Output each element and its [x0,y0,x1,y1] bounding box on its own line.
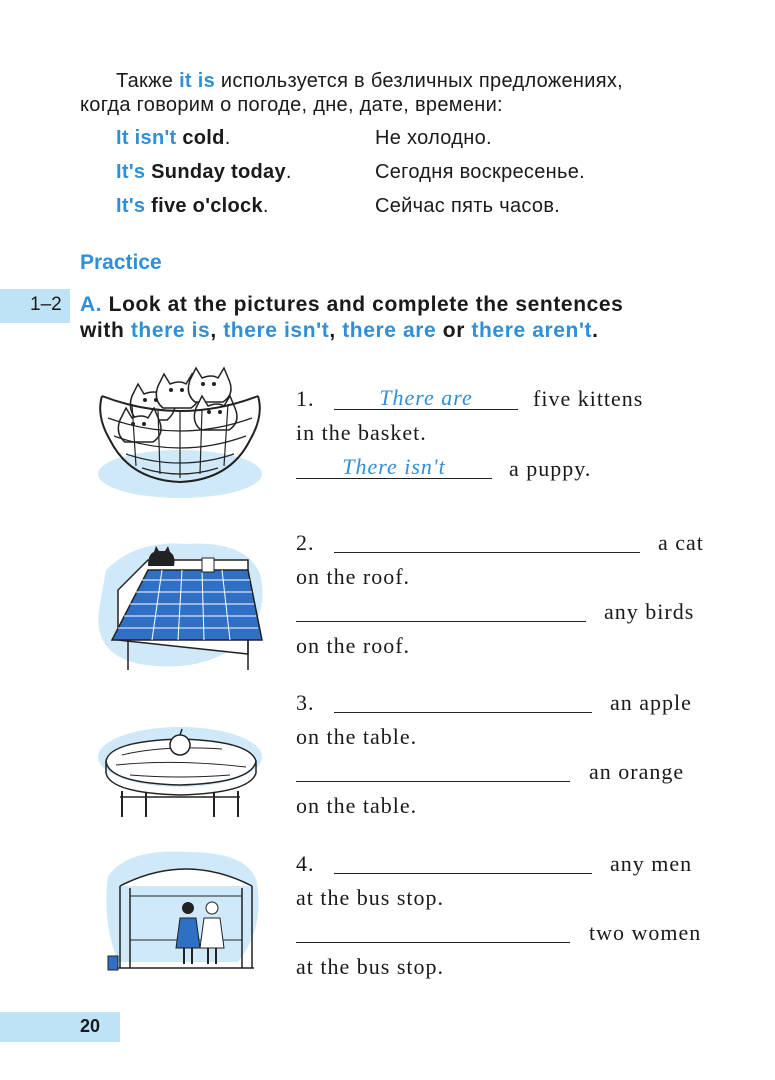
item-2-tail-1: a cat [658,530,704,555]
item-4-number: 4. [296,851,315,876]
table-apple-illustration [96,705,266,823]
item-3-blank-1[interactable] [334,692,592,713]
keyword-it-is: it is [179,70,216,92]
example-ru-1: Не холодно. [375,127,492,149]
item-1-tail-1: five kittens [533,386,644,411]
item-3-line-2: on the table. [296,724,418,749]
item-1-answer-2: There isn't [342,454,446,479]
item-1-number: 1. [296,386,315,411]
item-1-line-2: in the basket. [296,420,427,445]
item-4-blank-2[interactable] [296,922,570,943]
item-4-tail-1: any men [610,851,693,876]
example-en-2: It's Sunday today. [116,161,292,183]
item-3-tail-2: an orange [589,759,685,784]
item-1-tail-2: a puppy. [509,456,592,481]
intro-line-2: когда говорим о погоде, дне, дате, времени: [80,94,503,116]
page-number: 20 [80,1016,101,1036]
item-2-blank-2[interactable] [296,601,586,622]
item-2-blank-1[interactable] [334,532,640,553]
item-4-line-4: at the bus stop. [296,954,444,979]
task-instruction-line-1: A. Look at the pictures and complete the sentences [80,293,624,316]
example-en-1: It isn't cold. [116,127,231,149]
intro-line-1: Также it is используется в безличных предложениях, [116,70,624,92]
example-ru-2: Сегодня воскресенье. [375,161,585,183]
item-1-answer-1: There are [379,385,473,410]
page-number-bar [0,1012,120,1042]
item-3-number: 3. [296,690,315,715]
kittens-basket-illustration [92,356,268,500]
example-ru-3: Сейчас пять часов. [375,195,561,217]
item-2-line-2: on the roof. [296,564,411,589]
item-2-tail-2: any birds [604,599,695,624]
example-en-3: It's five o'clock. [116,195,269,217]
item-3-line-4: on the table. [296,793,418,818]
item-4-tail-2: two women [589,920,702,945]
bus-stop-illustration [100,846,262,980]
house-roof-cat-illustration [92,530,268,680]
item-2-line-4: on the roof. [296,633,411,658]
item-4-blank-1[interactable] [334,853,592,874]
item-2-number: 2. [296,530,315,555]
task-instruction-line-2: with there is, there isn't, there are or there aren't. [80,319,599,342]
audio-track-label: 1–2 [30,294,62,315]
item-3-blank-2[interactable] [296,761,570,782]
item-3-tail-1: an apple [610,690,692,715]
task-letter: A. [80,293,103,316]
practice-heading: Practice [80,251,162,274]
item-4-line-2: at the bus stop. [296,885,444,910]
